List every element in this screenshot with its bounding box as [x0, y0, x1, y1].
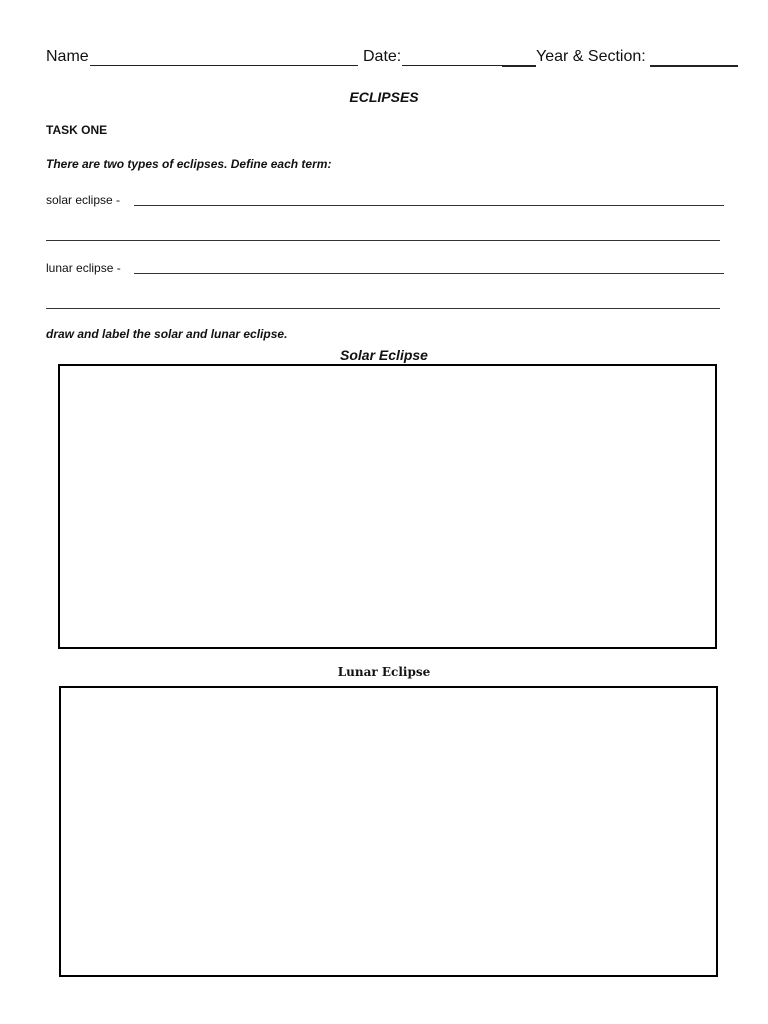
year-section-label: Year & Section: — [536, 48, 646, 65]
solar-eclipse-answer-line-2[interactable] — [46, 240, 720, 241]
solar-eclipse-drawing-box[interactable] — [58, 364, 717, 649]
solar-eclipse-label: solar eclipse - — [46, 193, 121, 207]
date-field[interactable] — [402, 65, 502, 66]
task-instruction: There are two types of eclipses. Define each term: — [46, 157, 332, 171]
lunar-eclipse-answer-line-2[interactable] — [46, 308, 720, 309]
lunar-eclipse-label: lunar eclipse - — [46, 261, 121, 275]
name-label: Name — [46, 48, 89, 65]
year-section-field[interactable] — [650, 65, 738, 67]
date-label: Date: — [363, 48, 402, 65]
solar-eclipse-box-title: Solar Eclipse — [340, 347, 428, 363]
date-field-extension[interactable] — [502, 65, 536, 67]
lunar-eclipse-drawing-box[interactable] — [59, 686, 718, 977]
lunar-eclipse-box-title: Lunar Eclipse — [337, 665, 431, 679]
solar-eclipse-answer-line[interactable] — [134, 205, 724, 206]
page-title: ECLIPSES — [349, 89, 419, 105]
drawing-instruction: draw and label the solar and lunar eclipse. — [46, 327, 288, 341]
name-field[interactable] — [90, 65, 358, 66]
lunar-eclipse-answer-line[interactable] — [134, 273, 724, 274]
task-heading: TASK ONE — [46, 123, 108, 137]
student-info-row — [46, 48, 738, 70]
